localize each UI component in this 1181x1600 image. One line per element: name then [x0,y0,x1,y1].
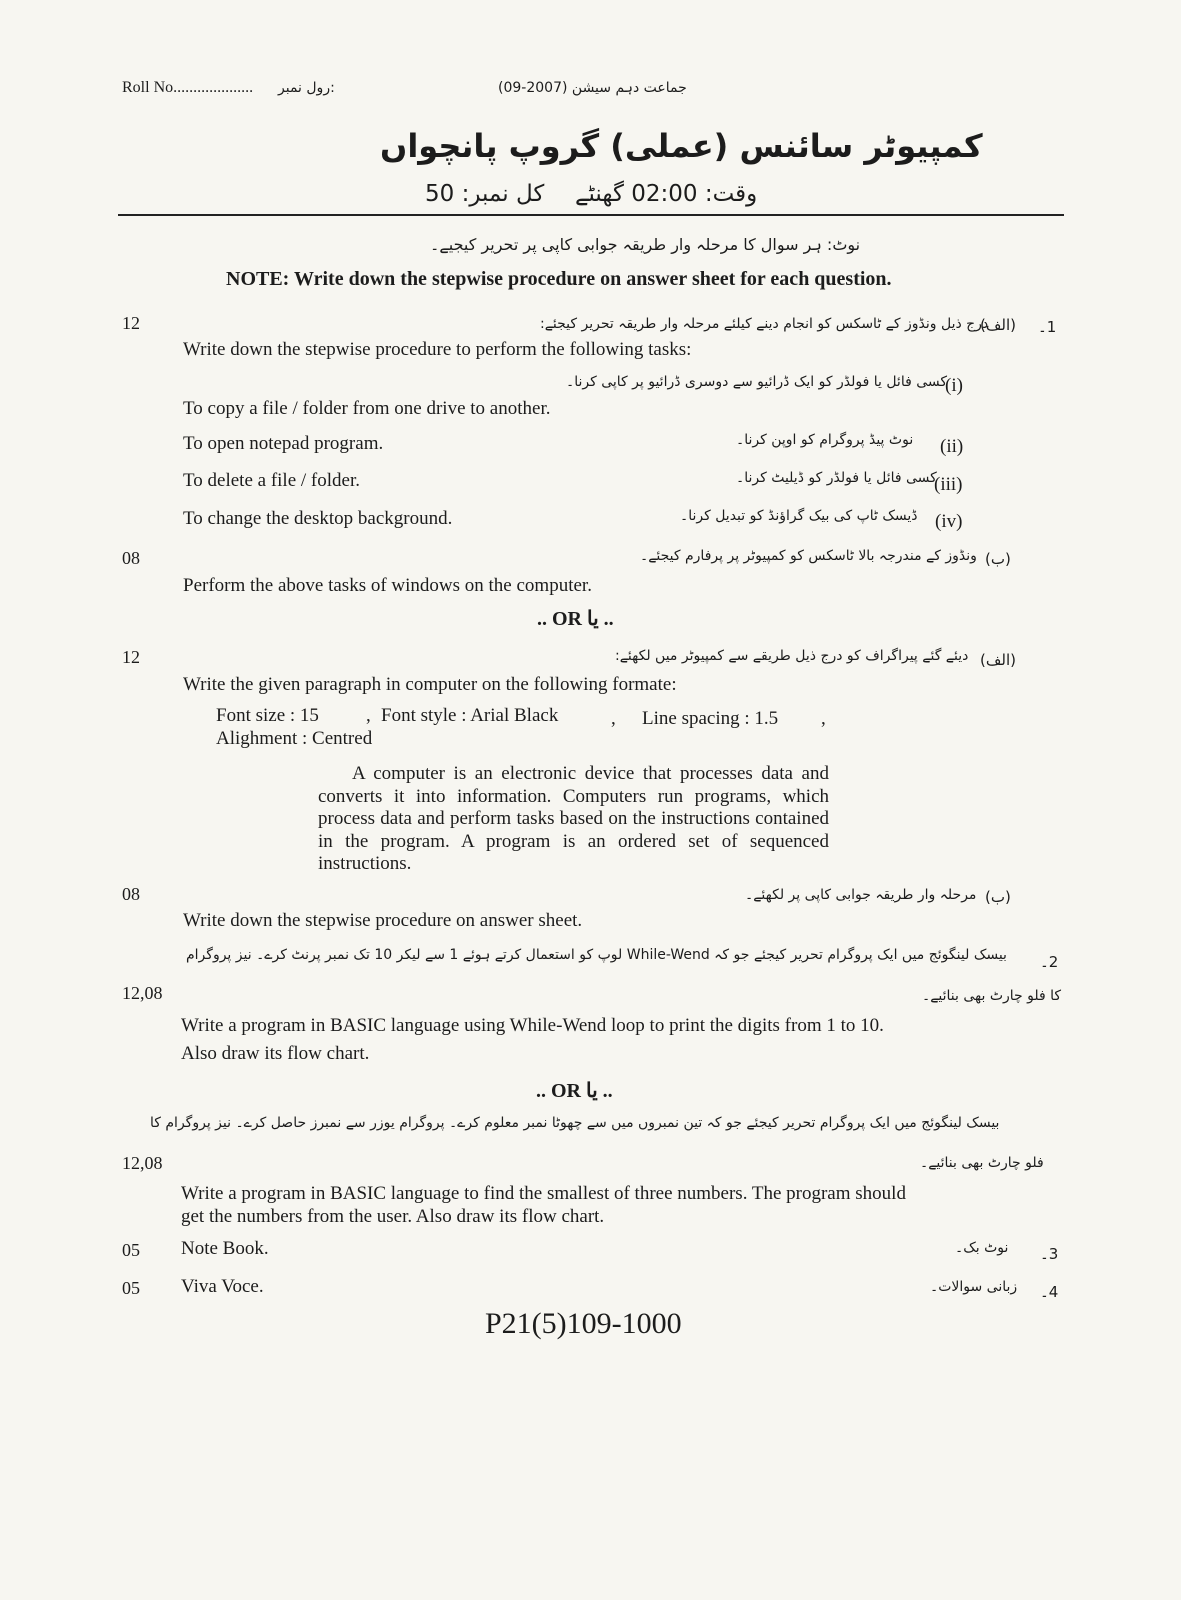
task-3-number: (iii) [934,474,963,495]
format-font-style: Font style : Arial Black [381,705,559,726]
q1b-label: (ب) [985,550,1011,568]
task-3-english: To delete a file / folder. [183,470,360,491]
q1-alt-a-urdu: دیئے گئے پیراگراف کو درج ذیل طریقے سے کمپیوٹر میں لکھئے: [615,648,969,664]
task-4-number: (iv) [935,511,963,532]
format-separator-3: , [821,708,826,729]
time-allowed: وقت: 02:00 گھنٹے [575,181,758,207]
q4-urdu: زبانی سوالات۔ [930,1279,1018,1295]
q2-alt-english-line-1: Write a program in BASIC language to find the smallest of three numbers. The program should [181,1183,906,1204]
q3-english: Note Book. [181,1238,269,1259]
q2-alt-urdu-line-2: فلو چارٹ بھی بنائیے۔ [920,1155,1044,1171]
header-divider [118,214,1064,216]
q4-number: 4۔ [1040,1283,1059,1301]
q1-alt-b-marks: 08 [122,884,140,904]
paper-title: کمپیوٹر سائنس (عملی) گروپ پانچواں [380,127,983,165]
task-4-urdu: ڈیسک ٹاپ کی بیک گراؤنڈ کو تبدیل کرنا۔ [680,508,918,524]
q2-english-line-2: Also draw its flow chart. [181,1043,370,1064]
q2-urdu-line-2: کا فلو چارٹ بھی بنائیے۔ [922,988,1062,1004]
q1a-urdu: درج ذیل ونڈوز کے ٹاسکس کو انجام دینے کیلئے مرحلہ وار طریقہ تحریر کیجئے: [540,316,989,332]
task-3-urdu: کسی فائل یا فولڈر کو ڈیلیٹ کرنا۔ [736,470,937,486]
paper-code: P21(5)109-1000 [485,1307,682,1340]
format-line-spacing: Line spacing : 1.5 [642,708,779,729]
q3-urdu: نوٹ بک۔ [955,1240,1009,1256]
q1a-label: (الف) [980,316,1016,334]
task-2-urdu: نوٹ پیڈ پروگرام کو اوپن کرنا۔ [736,432,914,448]
q2-alt-marks: 12,08 [122,1153,163,1173]
q1b-english: Perform the above tasks of windows on the computer. [183,575,592,596]
q1a-marks: 12 [122,313,140,333]
q2-number: 2۔ [1040,953,1059,971]
or-divider-2: .. OR یا .. [536,1080,613,1102]
format-font-size: Font size : 15 [216,705,319,726]
format-alignment: Alighment : Centred [216,728,373,749]
q2-english-line-1: Write a program in BASIC language using While-Wend loop to print the digits from 1 to 10. [181,1015,884,1036]
task-2-number: (ii) [940,436,964,457]
note-english: NOTE: Write down the stepwise procedure on answer sheet for each question. [226,268,892,290]
or-divider-1: .. OR یا .. [537,608,614,630]
q1b-urdu: ونڈوز کے مندرجہ بالا ٹاسکس کو کمپیوٹر پر پرفارم کیجئے۔ [640,548,977,564]
task-1-number: (i) [945,375,963,396]
roll-no-label-urdu: :رول نمبر [278,80,335,96]
task-4-english: To change the desktop background. [183,508,453,529]
task-1-english: To copy a file / folder from one drive to another. [183,398,551,419]
q1-alt-a-marks: 12 [122,647,140,667]
q3-marks: 05 [122,1240,140,1260]
q2-urdu-line-1: بیسک لینگوئج میں ایک پروگرام تحریر کیجئے جو کہ While-Wend لوپ کو استعمال کرتے ہوئے 1 سے لیکر 10 تک نمبر پرنٹ کرے۔ نیز پروگرام [186,947,1007,963]
roll-no-label: Roll No.................... [122,79,254,96]
q1-alt-a-label: (الف) [980,651,1016,669]
note-urdu: نوٹ: ہر سوال کا مرحلہ وار طریقہ جوابی کاپی پر تحریر کیجیے۔ [430,235,861,254]
q3-number: 3۔ [1040,1245,1059,1263]
q1-alt-b-label: (ب) [985,888,1011,906]
total-marks: کل نمبر: 50 [425,181,545,207]
q1b-marks: 08 [122,548,140,568]
q1-alt-b-urdu: مرحلہ وار طریقہ جوابی کاپی پر لکھئے۔ [745,887,977,903]
q2-alt-urdu-line-1: بیسک لینگوئج میں ایک پروگرام تحریر کیجئے جو کہ تین نمبروں میں سے چھوٹا نمبر معلوم کرے۔ پروگرام یوزر سے نمبرز حاصل کرے۔ نیز پروگرام کا [150,1115,1000,1131]
format-separator-2: , [611,708,616,729]
q2-marks: 12,08 [122,983,163,1003]
sample-paragraph: A computer is an electronic device that processes data and converts it into information. Computers run programs, which process data and perform tasks based on the instructions contained in the program. A program is an ordered set of sequenced instructions. [318,763,829,874]
q1-alt-a-english: Write the given paragraph in computer on the following formate: [183,674,677,695]
q1-number: 1۔ [1038,318,1057,336]
q1a-english: Write down the stepwise procedure to perform the following tasks: [183,339,692,360]
task-2-english: To open notepad program. [183,433,384,454]
session-label: جماعت دہم سیشن (2007-09) [498,80,687,96]
q4-english: Viva Voce. [181,1276,264,1297]
q1-alt-b-english: Write down the stepwise procedure on answer sheet. [183,910,583,931]
q4-marks: 05 [122,1278,140,1298]
format-separator-1: , [366,705,371,726]
task-1-urdu: کسی فائل یا فولڈر کو ایک ڈرائیو سے دوسری ڈرائیو پر کاپی کرنا۔ [566,374,948,390]
q2-alt-english-line-2: get the numbers from the user. Also draw its flow chart. [181,1206,605,1227]
